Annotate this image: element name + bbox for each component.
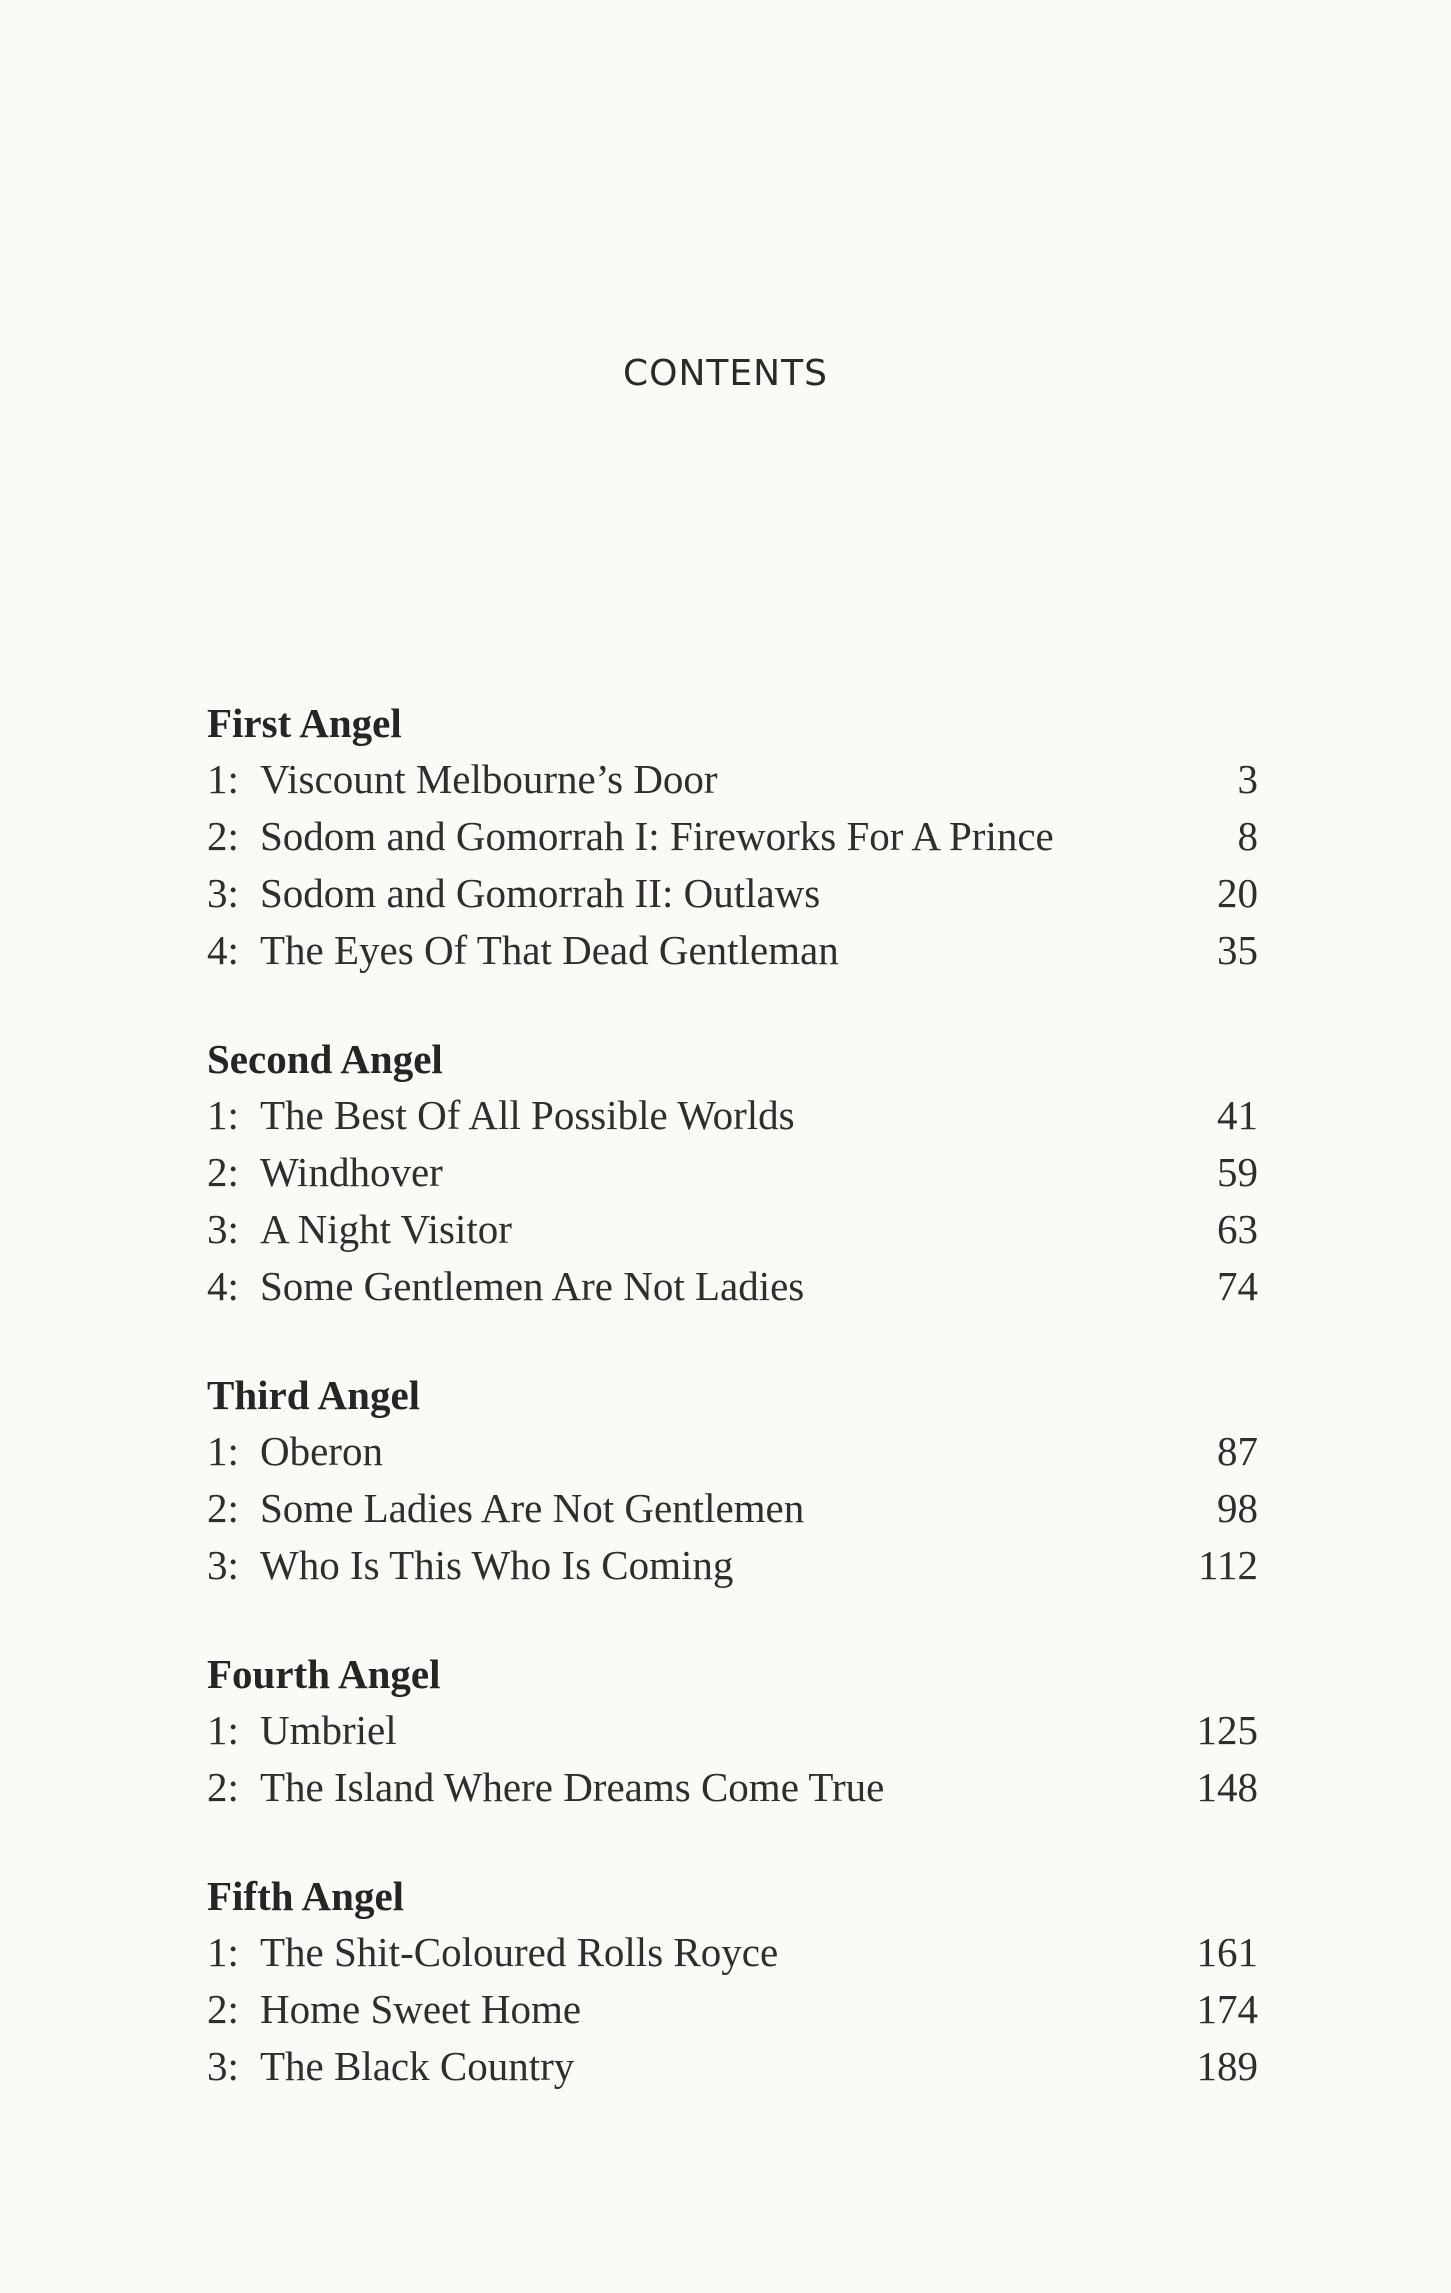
entry-page-number: 74: [1217, 1263, 1258, 1309]
entry-number: 3:: [207, 2043, 239, 2089]
entry-page-number: 8: [1237, 813, 1258, 859]
entry-title: Oberon: [260, 1428, 383, 1474]
entry-number: 1:: [207, 1929, 239, 1975]
entry-number: 1:: [207, 1092, 239, 1138]
section-title: Fourth Angel: [207, 1651, 441, 1697]
section-title: Fifth Angel: [207, 1873, 405, 1919]
entry-title: Home Sweet Home: [260, 1986, 582, 2032]
entry-page-number: 125: [1196, 1707, 1258, 1753]
entry-number: 2:: [207, 1149, 239, 1195]
toc-entry[interactable]: [207, 1258, 1258, 1315]
entry-number: 3:: [207, 1542, 239, 1588]
toc-entry[interactable]: [207, 1537, 1258, 1594]
entry-page-number: 98: [1217, 1485, 1258, 1531]
entry-title: A Night Visitor: [260, 1206, 512, 1252]
toc-entry[interactable]: [207, 922, 1258, 979]
entry-page-number: 174: [1196, 1986, 1258, 2032]
entry-title: The Shit-Coloured Rolls Royce: [260, 1929, 779, 1975]
entry-title: Viscount Melbourne’s Door: [260, 756, 718, 802]
toc-entry[interactable]: [207, 1759, 1258, 1816]
entry-page-number: 59: [1217, 1149, 1258, 1195]
section-second-angel: [207, 1031, 1258, 1315]
toc-entry[interactable]: [207, 1423, 1258, 1480]
entry-title: Some Gentlemen Are Not Ladies: [260, 1263, 805, 1309]
entry-title: Sodom and Gomorrah II: Outlaws: [260, 870, 821, 916]
section-title: First Angel: [207, 700, 402, 746]
toc-entry[interactable]: [207, 865, 1258, 922]
entry-title: Umbriel: [260, 1707, 397, 1753]
toc-entry[interactable]: [207, 2038, 1258, 2095]
entry-page-number: 189: [1196, 2043, 1258, 2089]
entry-title: Who Is This Who Is Coming: [260, 1542, 734, 1588]
entry-page-number: 35: [1217, 927, 1258, 973]
entry-title: Some Ladies Are Not Gentlemen: [260, 1485, 805, 1531]
entry-number: 2:: [207, 813, 239, 859]
toc-entry[interactable]: [207, 1144, 1258, 1201]
entry-number: 3:: [207, 1206, 239, 1252]
section-title: Third Angel: [207, 1372, 421, 1418]
toc-entry[interactable]: [207, 1087, 1258, 1144]
entry-page-number: 148: [1196, 1764, 1258, 1810]
entry-number: 4:: [207, 1263, 239, 1309]
entry-page-number: 63: [1217, 1206, 1258, 1252]
entry-number: 2:: [207, 1764, 239, 1810]
entry-page-number: 112: [1198, 1542, 1258, 1588]
toc-entry[interactable]: [207, 1702, 1258, 1759]
entry-title: The Island Where Dreams Come True: [260, 1764, 885, 1810]
entry-page-number: 87: [1217, 1428, 1258, 1474]
section-first-angel: [207, 695, 1258, 979]
entry-page-number: 20: [1217, 870, 1258, 916]
entry-number: 1:: [207, 1707, 239, 1753]
entry-number: 2:: [207, 1986, 239, 2032]
entry-page-number: 41: [1217, 1092, 1258, 1138]
entry-number: 2:: [207, 1485, 239, 1531]
entry-page-number: 3: [1237, 756, 1258, 802]
page-title: CONTENTS: [623, 353, 828, 394]
toc-entry[interactable]: [207, 1924, 1258, 1981]
entry-title: Windhover: [260, 1149, 443, 1195]
toc-entry[interactable]: [207, 1480, 1258, 1537]
toc-entry[interactable]: [207, 1981, 1258, 2038]
table-of-contents: [207, 695, 1258, 2147]
entry-number: 3:: [207, 870, 239, 916]
toc-entry[interactable]: [207, 751, 1258, 808]
entry-page-number: 161: [1196, 1929, 1258, 1975]
entry-title: The Black Country: [260, 2043, 575, 2089]
section-third-angel: [207, 1367, 1258, 1594]
entry-number: 1:: [207, 756, 239, 802]
section-title: Second Angel: [207, 1036, 443, 1082]
entry-title: The Eyes Of That Dead Gentleman: [260, 927, 839, 973]
entry-number: 4:: [207, 927, 239, 973]
entry-number: 1:: [207, 1428, 239, 1474]
toc-entry[interactable]: [207, 1201, 1258, 1258]
entry-title: Sodom and Gomorrah I: Fireworks For A Prince: [260, 813, 1054, 859]
section-fourth-angel: [207, 1646, 1258, 1816]
toc-entry[interactable]: [207, 808, 1258, 865]
section-fifth-angel: [207, 1868, 1258, 2095]
entry-title: The Best Of All Possible Worlds: [260, 1092, 795, 1138]
